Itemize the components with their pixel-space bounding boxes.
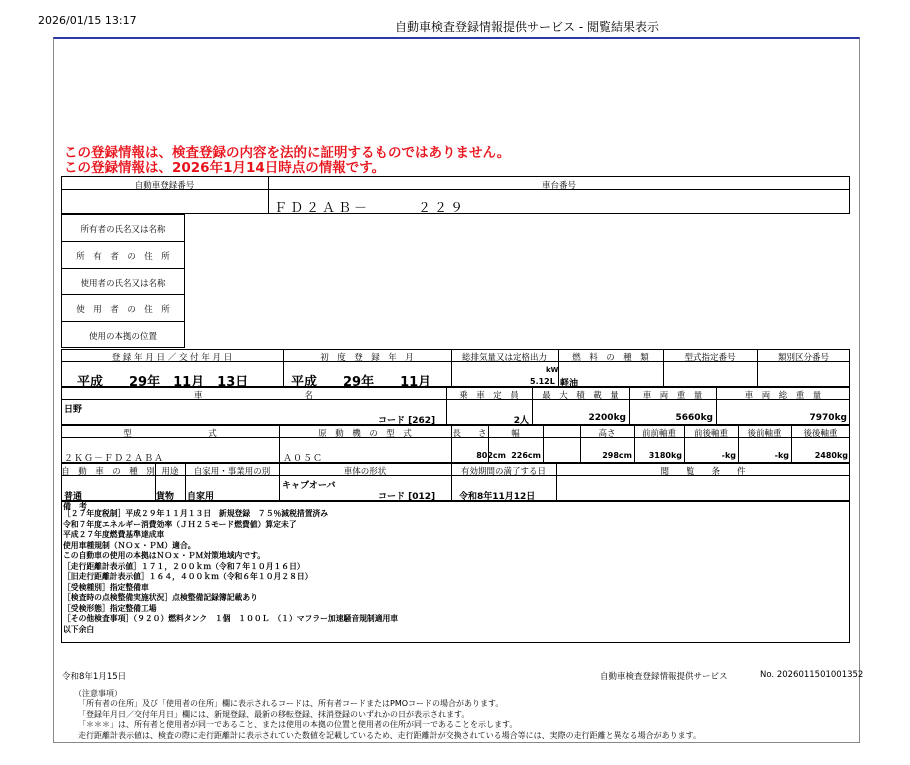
- notes-line: 「＊＊＊」は、所有者と使用者が同一であること、または使用の本拠の位置と使用者の住所が同一であることを示します。: [78, 720, 518, 730]
- type-no-label: 型式指定番号: [684, 353, 736, 363]
- remarks-line: ［受検形態］指定整備工場: [63, 603, 157, 613]
- vehicle-code: コード [262]: [378, 416, 436, 426]
- remarks-line: ［その他検査事項］（９２０）燃料タンク １個 １００Ｌ （１）マフラー加速騒音規制適用車: [63, 614, 399, 623]
- model-value: ２ＫＧ－ＦＤ２ＡＢＡ: [64, 454, 165, 464]
- displacement-label: 総排気量又は定格出力: [461, 353, 547, 363]
- notes-line: 「所有者の住所」及び「使用者の住所」欄に表示されるコードは、所有者コードまたはPMOコードの場合があります。: [78, 699, 504, 709]
- length-value: 802cm: [476, 451, 506, 460]
- user-address-label: 使 用 者 の 住 所: [76, 305, 170, 315]
- remarks-line: ［受検種別］指定整備車: [63, 582, 149, 592]
- front-rear-axle-label: 前後軸重: [693, 429, 728, 439]
- chassis-number: ＦＤ２ＡＢ－ ２２９: [274, 201, 467, 216]
- remarks-line: 平成２７年度燃費基準達成車: [63, 530, 165, 539]
- remarks-line: 以下余白: [63, 624, 95, 634]
- max-load-value: 2200kg: [588, 413, 626, 423]
- vehicle-name-label: 車 名: [193, 391, 313, 401]
- notes-title: （注意事項）: [74, 689, 122, 698]
- footer-number: No. 2026011501001352: [760, 670, 864, 680]
- height-label: 高さ: [598, 429, 616, 439]
- weight-label: 車 両 重 量: [642, 391, 703, 401]
- remarks-line: 令和７年度エネルギー消費効率（ＪＨ２５モード燃費値）算定未了: [63, 519, 297, 529]
- print-datetime: 2026/01/15 13:17: [38, 14, 137, 27]
- gross-weight-value: 7970kg: [809, 413, 847, 423]
- capacity-label: 乗 車 定 員: [459, 391, 519, 401]
- remarks-line: ［旧走行距離計表示値］１６４，４００ｋｍ（令和６年１０月２８日）: [63, 572, 313, 581]
- view-condition-label: 閲 覧 条 件: [660, 467, 746, 477]
- footer-service: 自動車検査登録情報提供サービス: [600, 672, 728, 682]
- max-load-label: 最 大 積 載 量: [542, 391, 619, 401]
- user-name-label: 使用者の氏名又は名称: [80, 279, 166, 289]
- page-title: 自動車検査登録情報提供サービス - 閲覧結果表示: [395, 20, 659, 34]
- expiry-value: 令和8年11月12日: [459, 492, 536, 502]
- front-front-axle-label: 前前軸重: [641, 429, 676, 439]
- owner-name-label: 所有者の氏名又は名称: [80, 225, 166, 235]
- remarks-line: ［走行距離計表示値］１７１，２００ｋｍ（令和７年１０月１６日）: [63, 561, 305, 571]
- footer-date: 令和8年1月15日: [62, 672, 127, 682]
- use-label: 用途: [161, 467, 179, 477]
- engine-value: Ａ０５Ｃ: [283, 454, 324, 464]
- warning-date: この登録情報は、2026年1月14日時点の情報です。: [64, 160, 386, 176]
- private-label: 自家用・事業用の別: [193, 467, 271, 477]
- use-value: 貨物: [156, 492, 175, 502]
- private-value: 自家用: [187, 492, 215, 502]
- engine-label: 原 動 機 の 型 式: [318, 429, 412, 439]
- displacement-unit: kW: [546, 366, 559, 374]
- reg-date-value: 平成 29年 11月 13日: [77, 375, 249, 390]
- rear-rear-axle-value: 2480kg: [814, 451, 848, 460]
- rear-front-axle-label: 後前軸重: [747, 429, 782, 439]
- remarks-line: ［２７年度税制］平成２９年１１月１３日 新規登録 ７５％減税措置済み: [63, 509, 329, 518]
- width-label: 幅: [511, 429, 520, 439]
- kind-value: 普通: [64, 492, 83, 502]
- first-reg-value: 平成 29年 11月: [291, 375, 432, 390]
- reg-number-label: 自動車登録番号: [134, 181, 195, 191]
- remarks-list: [63, 509, 398, 635]
- fuel-value: 軽油: [560, 379, 579, 389]
- expiry-label: 有効期間の満了する日: [460, 467, 546, 477]
- chassis-label: 車台番号: [541, 181, 576, 191]
- notes-line: 「登録年月日／交付年月日」欄には、新規登録、最新の移転登録、抹消登録のいずれかの日が表示されます。: [78, 709, 470, 719]
- owner-address-label: 所 有 者 の 住 所: [76, 252, 170, 262]
- class-no-label: 類別区分番号: [777, 353, 829, 363]
- weight-value: 5660kg: [675, 413, 713, 423]
- capacity-value: 2人: [513, 416, 529, 426]
- notes-line: 走行距離計表示値は、検査の際に走行距離計に表示されていた数値を記載しているため、走行距離計が交換されている場合等には、実際の走行距離と異なる場合があります。: [78, 730, 702, 740]
- body-label: 車体の形状: [343, 467, 387, 477]
- model-label: 型 式: [123, 429, 217, 439]
- fuel-label: 燃 料 の 種 類: [572, 353, 649, 363]
- rear-front-axle-value: -kg: [774, 451, 789, 460]
- front-rear-axle-value: -kg: [721, 451, 736, 460]
- width-value: 226cm: [511, 451, 541, 460]
- remarks-title: 備 考: [63, 502, 87, 511]
- displacement-value: 5.12L: [530, 377, 555, 386]
- first-reg-label: 初 度 登 録 年 月: [320, 353, 414, 363]
- gross-weight-label: 車 両 総 重 量: [744, 391, 822, 401]
- kind-label: 自 動 車 の 種 別: [61, 467, 155, 477]
- height-value: 298cm: [602, 451, 632, 460]
- vehicle-name: 日野: [64, 405, 83, 415]
- body-code: コード [012]: [378, 492, 436, 502]
- remarks-line: この自動車の使用の本拠はＮＯｘ・ＰＭ対策地域内です。: [63, 551, 266, 560]
- remarks-line: 使用車種規制（ＮＯｘ・ＰＭ）適合。: [63, 540, 196, 550]
- reg-date-label: 登 録 年 月 日 ／ 交 付 年 月 日: [111, 353, 233, 363]
- length-label: 長 さ: [452, 429, 487, 439]
- remarks-line: ［検査時の点検整備実施状況］点検整備記録簿記載あり: [63, 593, 258, 602]
- warning-legal: この登録情報は、検査登録の内容を法的に証明するものではありません。: [64, 145, 511, 161]
- base-location-label: 使用の本拠の位置: [88, 332, 157, 342]
- notes-section: [68, 689, 701, 741]
- rear-rear-axle-label: 後後軸重: [803, 429, 838, 439]
- front-front-axle-value: 3180kg: [648, 451, 682, 460]
- body-value: キャブオーバ: [282, 481, 336, 491]
